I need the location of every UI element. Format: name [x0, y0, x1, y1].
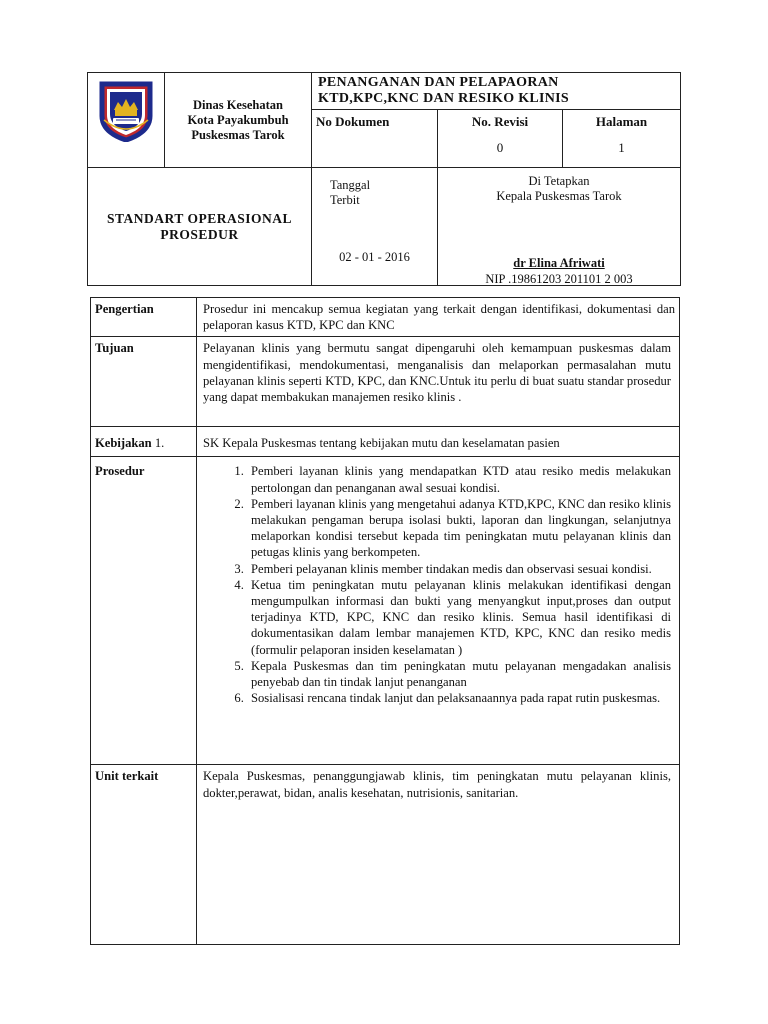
list-item: 2. Pemberi layanan klinis yang mengetahui adanya KTD,KPC, KNC dan resiko klinis melakukan pengaman berupa isolasi bukti, laporan dan lingkungan, selanjutnya melaporkan kondisi tersebut kepada tim peningkatan mutu pelayanan klinis dan petugas klinis yang berkompeten.: [247, 496, 671, 561]
no-revisi-label: No. Revisi: [471, 114, 529, 129]
prosedur-list: [203, 463, 671, 706]
kebijakan-text: SK Kepala Puskesmas tentang kebijakan mutu dan keselamatan pasien: [197, 427, 680, 457]
list-item: 6. Sosialisasi rencana tindak lanjut dan pelaksanaannya pada rapat rutin puskesmas.: [247, 690, 671, 706]
prosedur-label: Prosedur: [91, 457, 197, 765]
org-line-2: Kota Payakumbuh: [187, 112, 289, 127]
document-title-line-2: KTD,KPC,KNC DAN RESIKO KLINIS: [318, 91, 570, 106]
unit-terkait-text: Kepala Puskesmas, penanggungjawab klinis, tim peningkatan mutu pelayanan klinis, dokter,perawat, bidan, analis kesehatan, nutrisionis, sanitarian.: [197, 765, 680, 945]
no-revisi-value: 0: [496, 140, 504, 155]
kebijakan-cell: [91, 427, 197, 457]
document-title-cell: [312, 73, 681, 110]
city-emblem-icon: [96, 80, 156, 142]
list-item: 5. Kepala Puskesmas dan tim peningkatan mutu pelayanan mengadakan analisis penyebab dan tin tindak lanjut penanganan: [247, 658, 671, 690]
table-row: [91, 298, 680, 337]
no-dokumen-cell: [312, 110, 438, 168]
list-item: 4. Ketua tim peningkatan mutu pelayanan klinis melakukan identifikasi dengan mengumpulkan informasi dan bukti yang menyangkut input,proses dan output terjadinya KTD, KPC, KNC dan resiko klinis. Semua hasil identifikasi di dokumentasikan dalam lembar manajemen KTD, KPC, KNC dan resiko medis (formulir pelaporan insiden keselamatan ): [247, 577, 671, 658]
halaman-label: Halaman: [595, 114, 648, 129]
pengertian-text: Prosedur ini mencakup semua kegiatan yang terkait dengan identifikasi, dokumentasi dan pelaporan kasus KTD, KPC dan KNC: [197, 298, 680, 337]
ditetapkan-line-1: Di Tetapkan: [528, 174, 590, 188]
tanggal-terbit-value: 02 - 01 - 2016: [339, 250, 410, 264]
table-row: [91, 337, 680, 427]
sop-title-line-1: STANDART OPERASIONAL: [107, 210, 292, 226]
list-item: 1. Pemberi layanan klinis yang mendapatkan KTD atau resiko medis melakukan pertolongan dan penanganan awal sesuai kondisi.: [247, 463, 671, 495]
kebijakan-label: Kebijakan: [95, 436, 152, 451]
signer-name: dr Elina Afriwati: [513, 256, 605, 270]
tanggal-label-line-2: Terbit: [330, 193, 360, 207]
org-line-1: Dinas Kesehatan: [193, 97, 283, 112]
tujuan-text: Pelayanan klinis yang bermutu sangat dipengaruhi oleh kemampuan puskesmas dalam mengidentifikasi, mendokumentasi, menganalisis dan melaporkan permasalahan mutu pelayanan klinis seperti KTD, KPC, dan KNC.Untuk itu perlu di buat suatu standar prosedur yang dapat membakukan manajemen resiko klinis .: [197, 337, 680, 427]
tanggal-label-line-1: Tanggal: [330, 178, 371, 192]
body-table: [90, 297, 680, 945]
unit-terkait-label: Unit terkait: [91, 765, 197, 945]
ditetapkan-line-2: Kepala Puskesmas Tarok: [496, 189, 622, 203]
ditetapkan-cell: [438, 168, 681, 286]
list-item: 3. Pemberi pelayanan klinis member tindakan medis dan observasi sesuai kondisi.: [247, 561, 671, 577]
table-row: [91, 765, 680, 945]
table-row: [91, 457, 680, 765]
header-table: [87, 72, 681, 286]
pengertian-label: Pengertian: [91, 298, 197, 337]
org-line-3: Puskesmas Tarok: [191, 127, 285, 142]
tujuan-label: Tujuan: [91, 337, 197, 427]
signer-nip: NIP .19861203 201101 2 003: [485, 272, 633, 286]
tanggal-terbit-cell: [312, 168, 438, 286]
document-title-line-1: PENANGANAN DAN PELAPAORAN: [318, 75, 559, 90]
table-row: [91, 427, 680, 457]
no-revisi-cell: [438, 110, 563, 168]
sop-title-cell: [88, 168, 312, 286]
sop-title-line-2: PROSEDUR: [160, 226, 239, 242]
halaman-value: 1: [618, 140, 625, 155]
halaman-cell: [563, 110, 681, 168]
prosedur-cell: [197, 457, 680, 765]
logo-cell: [88, 73, 165, 168]
kebijakan-number: 1.: [154, 436, 165, 451]
no-dokumen-label: No Dokumen: [316, 114, 390, 129]
organization-cell: [165, 73, 312, 168]
